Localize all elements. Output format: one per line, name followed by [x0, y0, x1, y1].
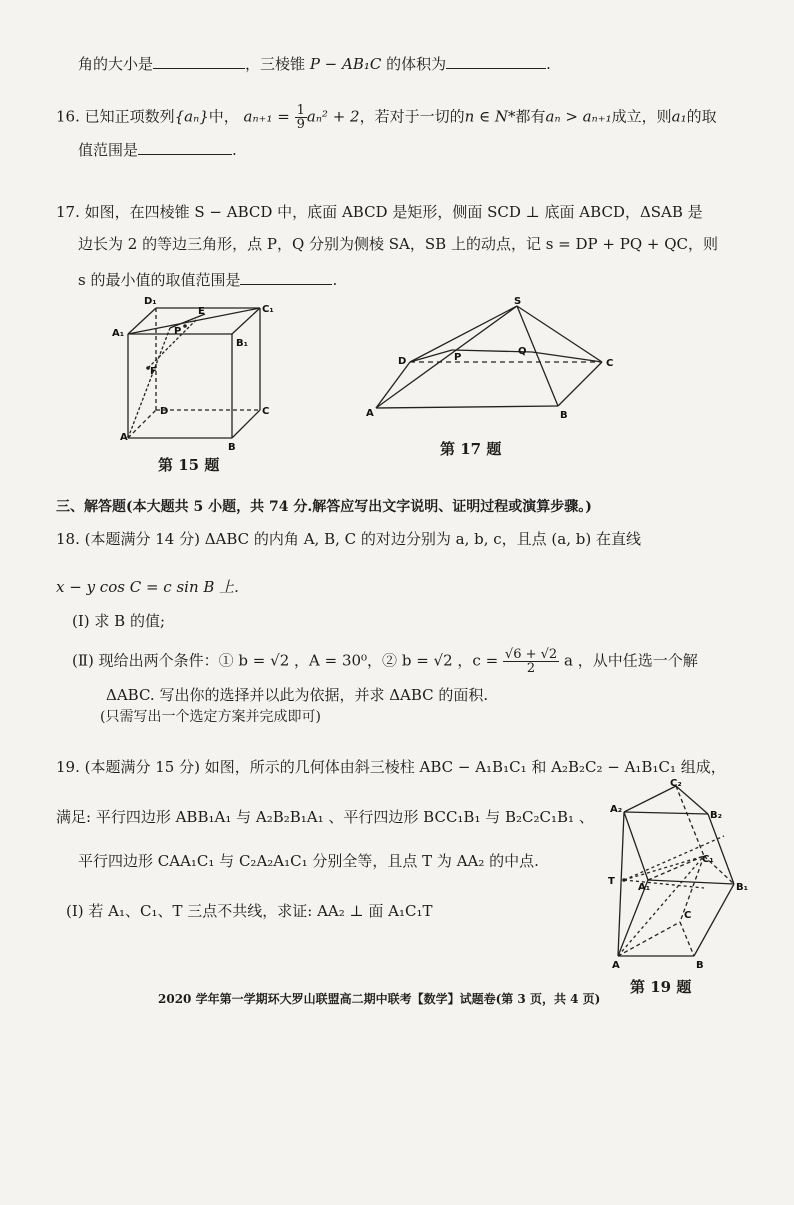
q17-blank [240, 268, 332, 285]
q19-line3: 平行四边形 CAA₁C₁ 与 C₂A₂A₁C₁ 分别全等，且点 T 为 AA₂ 的中点. [78, 852, 539, 870]
q16-formula-rhs: aₙ² + 2 [306, 107, 360, 126]
q17-line2: 边长为 2 的等边三角形，点 P，Q 分别为侧棱 SA，SB 上的动点，记 s = DP + PQ + QC，则 [78, 235, 719, 253]
q16-cond2: 都有 [515, 107, 546, 126]
fig19-label-c: C [684, 910, 692, 921]
fig19-label-a: A [612, 960, 620, 971]
fig19-caption: 第 19 题 [630, 978, 692, 996]
q19-part1: (Ⅰ) 若 A₁、C₁、T 三点不共线，求证: AA₂ ⊥ 面 A₁C₁T [66, 902, 433, 920]
fig17-label-d: D [398, 356, 407, 367]
q16-frac-num: 1 [296, 103, 305, 118]
q18-part2-b: a ，从中任选一个解 [563, 651, 698, 670]
fig19-label-c1: C₁ [702, 854, 714, 865]
q18-frac-den: 2 [526, 661, 536, 676]
q16-formula-lhs: aₙ₊₁ = [243, 107, 290, 126]
q15-text-b: ，三棱锥 [245, 55, 306, 73]
q15-blank-2 [446, 52, 546, 69]
q16-line2-text: 值范围是 [78, 141, 139, 159]
q16-frac-den: 9 [296, 117, 305, 132]
q16-cond4: 的取 [686, 107, 717, 126]
fig19-label-c2: C₂ [670, 778, 682, 789]
q18-line1: 18. (本题满分 14 分) ΔABC 的内角 A, B, C 的对边分别为 a, b, c，且点 (a, b) 在直线 [56, 530, 641, 548]
q17-line3-end: . [332, 271, 338, 289]
fig15-label-b: B [228, 442, 236, 452]
q18-part2-line2: ΔABC. 写出你的选择并以此为依据，并求 ΔABC 的面积. [106, 686, 489, 704]
figure-19-prism [604, 776, 764, 976]
fig17-label-q: Q [518, 346, 527, 357]
fig15-point-p [183, 324, 187, 328]
fig17-label-s: S [514, 296, 522, 307]
fig15-label-c: C [262, 406, 270, 417]
q15-end: . [546, 55, 551, 73]
fig15-label-d: D [160, 406, 169, 417]
fig19-label-a1: A₁ [638, 882, 651, 893]
fig17-caption: 第 17 题 [440, 440, 502, 458]
q15-math: P − AB₁C [309, 55, 382, 73]
fig19-label-b1: B₁ [736, 882, 749, 893]
q16-cond2-math: aₙ > aₙ₊₁ [545, 107, 612, 126]
q16-cond-math: n ∈ N* [464, 107, 516, 126]
q18-note: (只需写出一个选定方案并完成即可) [100, 709, 321, 725]
fig19-point-t [622, 878, 626, 882]
section-3-heading: 三、解答题(本大题共 5 小题，共 74 分.解答应写出文字说明、证明过程或演算步骤。) [56, 499, 592, 515]
q15-text-a: 角的大小是 [78, 55, 154, 73]
q16-mid: 中， [208, 107, 239, 126]
fig19-label-t: T [608, 876, 615, 887]
fig15-label-f: F [150, 366, 157, 377]
q18-part2 [72, 648, 698, 675]
fig15-label-a1: A₁ [112, 328, 125, 339]
q18-part1: (Ⅰ) 求 B 的值; [72, 612, 166, 630]
figure-17-pyramid [362, 294, 632, 424]
q15-blank-1 [153, 52, 245, 69]
q16-prefix: 16. 已知正项数列 [56, 107, 175, 126]
q18-fraction [503, 648, 559, 675]
q18-line2: x − y cos C = c sin B 上. [56, 578, 239, 596]
fig19-label-b: B [696, 960, 704, 971]
q16-line2 [78, 138, 237, 161]
fig15-label-d1: D₁ [144, 296, 157, 307]
q15-text-c: 的体积为 [386, 55, 447, 73]
q18-part2-a: (Ⅱ) 现给出两个条件：① b = √2 ，A = 30⁰，② b = √2 ，c = [72, 651, 499, 670]
q19-line1: 19. (本题满分 15 分) 如图，所示的几何体由斜三棱柱 ABC − A₁B₁C₁ 和 A₂B₂C₂ − A₁B₁C₁ 组成， [56, 758, 726, 776]
fig19-label-a2: A₂ [610, 804, 623, 815]
q16-fraction [295, 104, 307, 131]
q16-cond3-math: a₁ [671, 107, 687, 126]
q19-line2: 满足: 平行四边形 ABB₁A₁ 与 A₂B₂B₁A₁ 、平行四边形 BCC₁B₁ 与 B₂C₂C₁B₁ 、 [56, 808, 594, 826]
q17-line1: 17. 如图，在四棱锥 S − ABCD 中，底面 ABCD 是矩形，侧面 SCD ⊥ 底面 ABCD，ΔSAB 是 [56, 203, 703, 221]
fig17-label-p: P [454, 352, 462, 363]
fig15-label-p: P [174, 326, 182, 337]
fig15-label-c1: C₁ [262, 304, 274, 315]
fig19-label-b2: B₂ [710, 810, 723, 821]
fig17-label-c: C [606, 358, 614, 369]
q17-line3-text: s 的最小值的取值范围是 [78, 271, 241, 289]
q16-cond: ，若对于一切的 [359, 107, 465, 126]
page-footer: 2020 学年第一学期环大罗山联盟高二期中联考【数学】试题卷(第 3 页，共 4 页) [158, 992, 601, 1006]
fig15-label-b1: B₁ [236, 338, 249, 349]
q16-blank [138, 138, 232, 155]
fig17-label-b: B [560, 410, 568, 421]
q16-cond3: 成立，则 [611, 107, 672, 126]
fig17-label-a: A [366, 408, 374, 419]
fig15-label-a: A [120, 432, 128, 443]
q15-line [78, 52, 551, 75]
q17-line3 [78, 268, 337, 291]
figure-15-cube [110, 292, 290, 452]
q16-seq: {aₙ} [174, 107, 209, 126]
q18-frac-num: √6 + √2 [504, 647, 558, 662]
q16-line1 [56, 104, 717, 131]
fig15-caption: 第 15 题 [158, 456, 220, 474]
fig15-label-e: E [198, 306, 205, 317]
q16-line2-end: . [232, 141, 237, 159]
